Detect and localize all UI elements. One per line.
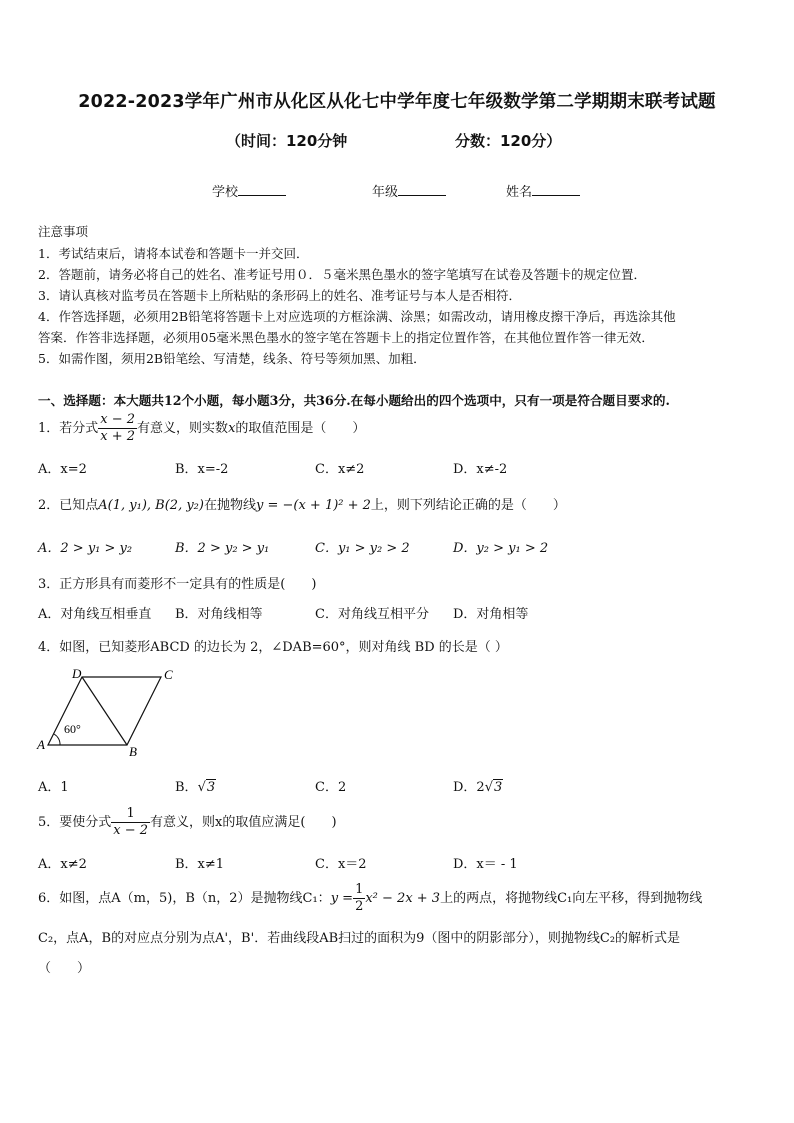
grade-field (372, 181, 446, 200)
school-field (212, 181, 286, 200)
question-1 (38, 412, 365, 445)
q2-option-c[interactable]: C．y₁ > y₂ > 2 (315, 541, 410, 556)
q5-prefix: 5．要使分式 (38, 815, 112, 830)
q1-option-a[interactable]: A．x=2 (38, 462, 87, 477)
note-item: 3．请认真核对监考员在答题卡上所粘贴的条形码上的姓名、准考证号与本人是否相符． (38, 288, 521, 303)
q5-option-d[interactable]: D．x＝ - 1 (453, 857, 518, 872)
grade-blank[interactable] (398, 183, 446, 196)
q4-d-radicand: 3 (494, 780, 503, 795)
q4-b-prefix: B． (175, 780, 198, 795)
note-item: 答案．作答非选择题，必须用05毫米黑色墨水的签字笔在答题卡上的指定位置作答，在其他位置作答一律无效． (38, 330, 654, 345)
question-6-line-3: （ ） (38, 961, 91, 976)
q1-suffix-a: 有意义，则实数 (137, 421, 229, 436)
question-2 (38, 494, 566, 513)
q1-denominator: x + 2 (100, 429, 136, 444)
section-heading: 一、选择题：本大题共12个小题，每小题3分，共36分.在每小题给出的四个选项中，只有一项是符合题目要求的. (38, 393, 670, 408)
school-blank[interactable] (238, 183, 286, 196)
q5-suffix: 有意义，则x的取值应满足( ) (150, 815, 337, 830)
q6-line1-a: 6．如图，点A（m，5)，B（n，2）是抛物线C₁： (38, 891, 331, 906)
q3-option-a[interactable]: A．对角线互相垂直 (38, 607, 152, 622)
q6-fraction (353, 882, 365, 915)
q1-prefix: 1．若分式 (38, 421, 99, 436)
q6-frac-num: 1 (355, 882, 364, 897)
q3-option-c[interactable]: C．对角线互相平分 (315, 607, 429, 622)
exam-title: 2022-2023学年广州市从化区从化七中学年度七年级数学第二学期期末联考试题 (78, 92, 716, 112)
angle-arc (54, 734, 60, 745)
time-label: （时间：120分钟 (226, 132, 348, 150)
q1-option-c[interactable]: C．x≠2 (315, 462, 365, 477)
q4-b-radicand: 3 (206, 780, 216, 795)
diagonal-bd (82, 677, 127, 745)
q3-option-d[interactable]: D．对角相等 (453, 607, 529, 622)
question-6-line-2: C₂，点A，B的对应点分别为点A'，B'．若曲线段AB扫过的面积为9（图中的阴影部分），则抛物线C₂的解析式是 (38, 931, 681, 946)
q4-option-a[interactable]: A．1 (38, 780, 69, 795)
q2-suffix: 上，则下列结论正确的是（ ） (370, 498, 566, 513)
label-a: A (37, 737, 45, 752)
note-item: 5．如需作图，须用2B铅笔绘、写清楚，线条、符号等须加黑、加粗． (38, 351, 426, 366)
q6-formula-rest: x² − 2x + 3 (365, 891, 441, 906)
question-4: 4．如图，已知菱形ABCD 的边长为 2，∠DAB=60°，则对角线 BD 的长是（ ） (38, 640, 508, 655)
q2-prefix: 2．已知点 (38, 498, 99, 513)
q4-option-b[interactable]: B．√3 (175, 780, 216, 795)
question-5 (38, 806, 337, 839)
q2-option-a[interactable]: A．2 > y₁ > y₂ (38, 541, 133, 556)
label-angle: 60° (64, 722, 81, 736)
q5-option-a[interactable]: A．x≠2 (38, 857, 87, 872)
q4-option-d[interactable]: D．2√3 (453, 780, 503, 795)
score-label: 分数：120分） (455, 132, 562, 150)
school-label: 学校 (212, 185, 239, 200)
question-3: 3．正方形具有而菱形不一定具有的性质是( ) (38, 577, 317, 592)
q1-numerator: x − 2 (100, 412, 136, 427)
question-6-line-1 (38, 882, 702, 915)
name-blank[interactable] (532, 183, 580, 196)
q2-points: A(1, y₁), B(2, y₂) (98, 498, 204, 513)
note-item: 2．答题前，请务必将自己的姓名、准考证号用０．５毫米黑色墨水的签字笔填写在试卷及答题卡的规定位置． (38, 267, 646, 282)
q5-option-c[interactable]: C．x＝2 (315, 857, 367, 872)
grade-label: 年级 (372, 185, 399, 200)
q1-fraction (98, 412, 137, 445)
q1-option-d[interactable]: D．x≠-2 (453, 462, 508, 477)
label-c: C (164, 667, 173, 682)
note-item: 4．作答选择题，必须用2B铅笔将答题卡上对应选项的方框涂满、涂黑；如需改动，请用橡皮擦干净后，再选涂其他 (38, 309, 676, 324)
name-label: 姓名 (506, 185, 533, 200)
q6-line1-b: 上的两点，将抛物线C₁向左平移，得到抛物线 (440, 891, 703, 906)
q5-fraction (111, 806, 150, 839)
q2-formula: y = −(x + 1)² + 2 (255, 498, 371, 513)
q3-option-b[interactable]: B．对角线相等 (175, 607, 263, 622)
q2-option-b[interactable]: B．2 > y₂ > y₁ (175, 541, 270, 556)
q6-formula-y: y = (330, 891, 354, 906)
rhombus-figure (34, 662, 184, 762)
q2-option-d[interactable]: D．y₂ > y₁ > 2 (453, 541, 549, 556)
q4-d-prefix: D．2 (453, 780, 485, 795)
q5-denominator: x − 2 (113, 823, 149, 838)
q1-var: x (228, 421, 236, 436)
q1-suffix-b: 的取值范围是（ ） (235, 421, 366, 436)
q6-frac-den: 2 (355, 899, 364, 914)
q5-numerator: 1 (111, 806, 150, 823)
name-field (506, 181, 580, 200)
notes-heading: 注意事项 (38, 224, 89, 239)
label-d: D (72, 666, 82, 681)
q1-option-b[interactable]: B．x=-2 (175, 462, 229, 477)
q5-option-b[interactable]: B．x≠1 (175, 857, 225, 872)
q4-option-c[interactable]: C．2 (315, 780, 347, 795)
q2-mid: 在抛物线 (203, 498, 256, 513)
label-b: B (129, 744, 137, 759)
note-item: 1．考试结束后，请将本试卷和答题卡一并交回． (38, 246, 309, 261)
